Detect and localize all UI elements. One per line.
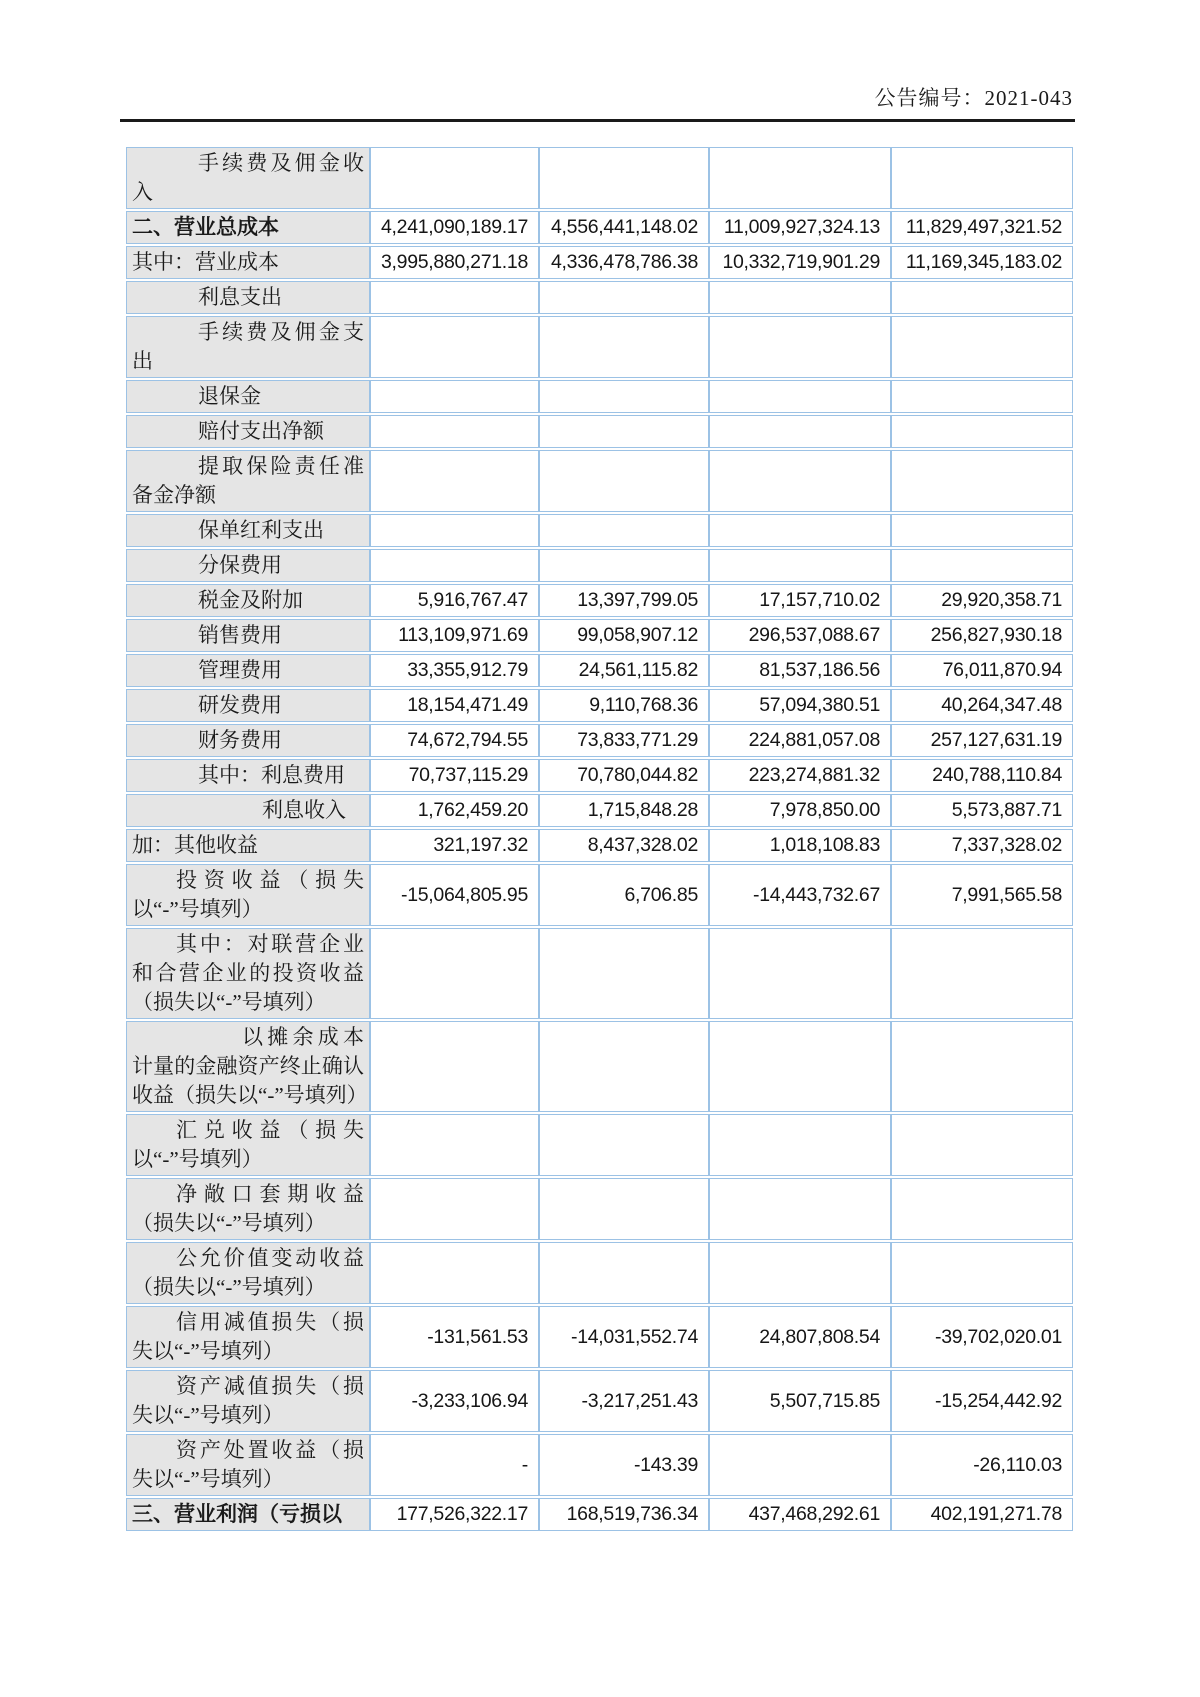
table-row <box>126 619 1073 652</box>
value-cell: 5,507,715.85 <box>709 1370 891 1432</box>
row-label-cell: 二、营业总成本 <box>126 211 370 244</box>
value-cell: 18,154,471.49 <box>370 689 539 722</box>
value-cell <box>539 450 709 512</box>
row-label-cell: 其中：营业成本 <box>126 246 370 279</box>
value-cell <box>539 1178 709 1240</box>
value-cell <box>709 928 891 1019</box>
value-cell: 402,191,271.78 <box>891 1498 1073 1531</box>
row-label-cell: 公允价值变动收益（损失以“-”号填列） <box>126 1242 370 1304</box>
value-cell <box>370 928 539 1019</box>
value-cell <box>539 549 709 582</box>
table-row <box>126 281 1073 314</box>
value-cell: -143.39 <box>539 1434 709 1496</box>
value-cell: 70,737,115.29 <box>370 759 539 792</box>
header-rule <box>120 119 1075 122</box>
row-label-cell: 资产处置收益（损失以“-”号填列） <box>126 1434 370 1496</box>
value-cell: 17,157,710.02 <box>709 584 891 617</box>
table-row <box>126 794 1073 827</box>
row-label-cell: 利息支出 <box>126 281 370 314</box>
value-cell <box>891 316 1073 378</box>
value-cell <box>709 147 891 209</box>
value-cell: 5,573,887.71 <box>891 794 1073 827</box>
value-cell <box>370 549 539 582</box>
table-row <box>126 549 1073 582</box>
value-cell <box>891 281 1073 314</box>
row-label-cell: 信用减值损失（损失以“-”号填列） <box>126 1306 370 1368</box>
value-cell <box>539 281 709 314</box>
table-row <box>126 316 1073 378</box>
value-cell <box>709 415 891 448</box>
value-cell <box>709 380 891 413</box>
value-cell <box>891 380 1073 413</box>
row-label-cell: 提取保险责任准备金净额 <box>126 450 370 512</box>
value-cell: -14,031,552.74 <box>539 1306 709 1368</box>
table-row <box>126 246 1073 279</box>
table-row <box>126 1021 1073 1112</box>
value-cell <box>539 380 709 413</box>
value-cell <box>539 147 709 209</box>
value-cell: 3,995,880,271.18 <box>370 246 539 279</box>
value-cell: -3,233,106.94 <box>370 1370 539 1432</box>
value-cell: 10,332,719,901.29 <box>709 246 891 279</box>
value-cell <box>709 1434 891 1496</box>
row-label-cell: 其中：利息费用 <box>126 759 370 792</box>
value-cell: 437,468,292.61 <box>709 1498 891 1531</box>
table-row <box>126 1114 1073 1176</box>
value-cell: -39,702,020.01 <box>891 1306 1073 1368</box>
row-label-cell: 其中：对联营企业和合营企业的投资收益（损失以“-”号填列） <box>126 928 370 1019</box>
value-cell: 11,009,927,324.13 <box>709 211 891 244</box>
value-cell: -26,110.03 <box>891 1434 1073 1496</box>
row-label-cell: 利息收入 <box>126 794 370 827</box>
value-cell: 8,437,328.02 <box>539 829 709 862</box>
value-cell: 7,991,565.58 <box>891 864 1073 926</box>
value-cell <box>370 450 539 512</box>
table-row <box>126 1178 1073 1240</box>
value-cell: 24,807,808.54 <box>709 1306 891 1368</box>
table-row <box>126 1242 1073 1304</box>
value-cell <box>891 450 1073 512</box>
table-row <box>126 1498 1073 1531</box>
value-cell <box>891 549 1073 582</box>
table-row <box>126 864 1073 926</box>
table-row <box>126 829 1073 862</box>
row-label-cell: 以摊余成本计量的金融资产终止确认收益（损失以“-”号填列） <box>126 1021 370 1112</box>
value-cell <box>709 1114 891 1176</box>
value-cell: 4,556,441,148.02 <box>539 211 709 244</box>
row-label-cell: 分保费用 <box>126 549 370 582</box>
value-cell <box>891 514 1073 547</box>
value-cell <box>709 450 891 512</box>
value-cell: 81,537,186.56 <box>709 654 891 687</box>
value-cell: 9,110,768.36 <box>539 689 709 722</box>
value-cell: 168,519,736.34 <box>539 1498 709 1531</box>
value-cell <box>539 415 709 448</box>
value-cell <box>891 1114 1073 1176</box>
value-cell: 76,011,870.94 <box>891 654 1073 687</box>
row-label-cell: 加：其他收益 <box>126 829 370 862</box>
value-cell: 57,094,380.51 <box>709 689 891 722</box>
doc-number: 公告编号：2021-043 <box>874 86 1073 110</box>
row-label-cell: 财务费用 <box>126 724 370 757</box>
value-cell <box>370 1114 539 1176</box>
table-body <box>126 147 1073 1531</box>
value-cell <box>539 1114 709 1176</box>
value-cell: 6,706.85 <box>539 864 709 926</box>
value-cell: 113,109,971.69 <box>370 619 539 652</box>
value-cell <box>539 1021 709 1112</box>
income-statement-table <box>126 145 1073 1533</box>
value-cell: 296,537,088.67 <box>709 619 891 652</box>
row-label-cell: 净敞口套期收益（损失以“-”号填列） <box>126 1178 370 1240</box>
value-cell <box>370 1242 539 1304</box>
value-cell: 224,881,057.08 <box>709 724 891 757</box>
row-label-cell: 销售费用 <box>126 619 370 652</box>
table-row <box>126 1434 1073 1496</box>
value-cell: -15,064,805.95 <box>370 864 539 926</box>
value-cell <box>891 147 1073 209</box>
row-label-cell: 三、营业利润（亏损以 <box>126 1498 370 1531</box>
value-cell: 1,018,108.83 <box>709 829 891 862</box>
value-cell: 7,337,328.02 <box>891 829 1073 862</box>
table-row <box>126 415 1073 448</box>
value-cell <box>891 928 1073 1019</box>
row-label-cell: 赔付支出净额 <box>126 415 370 448</box>
value-cell <box>539 1242 709 1304</box>
value-cell <box>539 316 709 378</box>
value-cell: 11,169,345,183.02 <box>891 246 1073 279</box>
value-cell <box>370 1021 539 1112</box>
table-row <box>126 654 1073 687</box>
value-cell <box>370 281 539 314</box>
value-cell <box>370 415 539 448</box>
row-label-cell: 汇兑收益（损失以“-”号填列） <box>126 1114 370 1176</box>
value-cell <box>891 1021 1073 1112</box>
value-cell: 7,978,850.00 <box>709 794 891 827</box>
value-cell: 240,788,110.84 <box>891 759 1073 792</box>
value-cell: 24,561,115.82 <box>539 654 709 687</box>
value-cell: 11,829,497,321.52 <box>891 211 1073 244</box>
value-cell: 13,397,799.05 <box>539 584 709 617</box>
value-cell: 70,780,044.82 <box>539 759 709 792</box>
value-cell: 177,526,322.17 <box>370 1498 539 1531</box>
value-cell: -15,254,442.92 <box>891 1370 1073 1432</box>
value-cell: 29,920,358.71 <box>891 584 1073 617</box>
value-cell: 73,833,771.29 <box>539 724 709 757</box>
table-row <box>126 689 1073 722</box>
value-cell: 257,127,631.19 <box>891 724 1073 757</box>
table-row <box>126 1370 1073 1432</box>
value-cell <box>370 380 539 413</box>
row-label-cell: 研发费用 <box>126 689 370 722</box>
row-label-cell: 税金及附加 <box>126 584 370 617</box>
row-label-cell: 手续费及佣金支出 <box>126 316 370 378</box>
value-cell: 223,274,881.32 <box>709 759 891 792</box>
table-row <box>126 1306 1073 1368</box>
value-cell: -14,443,732.67 <box>709 864 891 926</box>
row-label-cell: 管理费用 <box>126 654 370 687</box>
table-row <box>126 724 1073 757</box>
value-cell: 74,672,794.55 <box>370 724 539 757</box>
value-cell <box>370 1178 539 1240</box>
value-cell: 40,264,347.48 <box>891 689 1073 722</box>
value-cell: 4,241,090,189.17 <box>370 211 539 244</box>
value-cell: 33,355,912.79 <box>370 654 539 687</box>
table-row <box>126 928 1073 1019</box>
value-cell <box>891 415 1073 448</box>
value-cell <box>709 514 891 547</box>
row-label-cell: 投资收益（损失以“-”号填列） <box>126 864 370 926</box>
value-cell: 4,336,478,786.38 <box>539 246 709 279</box>
value-cell: 1,762,459.20 <box>370 794 539 827</box>
value-cell <box>709 1021 891 1112</box>
table-row <box>126 450 1073 512</box>
value-cell <box>709 316 891 378</box>
value-cell: - <box>370 1434 539 1496</box>
table-row <box>126 147 1073 209</box>
row-label-cell: 退保金 <box>126 380 370 413</box>
table-row <box>126 380 1073 413</box>
row-label-cell: 手续费及佣金收入 <box>126 147 370 209</box>
value-cell <box>370 147 539 209</box>
value-cell <box>891 1178 1073 1240</box>
table-row <box>126 211 1073 244</box>
page-header <box>126 86 1073 122</box>
value-cell <box>891 1242 1073 1304</box>
value-cell: -3,217,251.43 <box>539 1370 709 1432</box>
value-cell <box>370 316 539 378</box>
value-cell: 99,058,907.12 <box>539 619 709 652</box>
table-row <box>126 514 1073 547</box>
value-cell <box>709 281 891 314</box>
value-cell <box>539 928 709 1019</box>
value-cell <box>539 514 709 547</box>
value-cell: 256,827,930.18 <box>891 619 1073 652</box>
row-label-cell: 保单红利支出 <box>126 514 370 547</box>
value-cell: 5,916,767.47 <box>370 584 539 617</box>
table-row <box>126 584 1073 617</box>
value-cell <box>370 514 539 547</box>
value-cell <box>709 549 891 582</box>
row-label-cell: 资产减值损失（损失以“-”号填列） <box>126 1370 370 1432</box>
value-cell: 321,197.32 <box>370 829 539 862</box>
value-cell <box>709 1242 891 1304</box>
value-cell: 1,715,848.28 <box>539 794 709 827</box>
value-cell <box>709 1178 891 1240</box>
value-cell: -131,561.53 <box>370 1306 539 1368</box>
table-row <box>126 759 1073 792</box>
